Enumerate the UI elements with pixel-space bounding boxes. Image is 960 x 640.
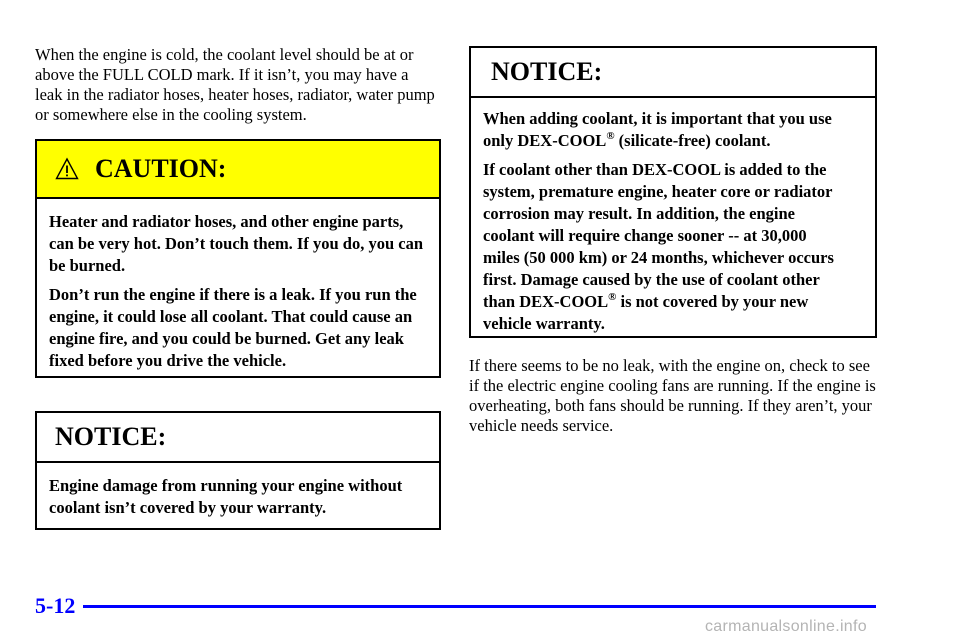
- registered-mark: ®: [606, 130, 615, 142]
- registered-mark: ®: [608, 291, 617, 303]
- warning-triangle-icon: [55, 157, 79, 181]
- notice-box-left: [35, 411, 441, 530]
- caution-paragraph-1: Heater and radiator hoses, and other engine parts, can be very hot. Don’t touch them. If you do, you can be burned.: [49, 212, 424, 275]
- watermark: carmanualsonline.info: [705, 618, 867, 635]
- caution-box: [35, 139, 441, 378]
- notice-right-body: [471, 98, 875, 335]
- notice-right-header: [471, 48, 875, 98]
- caution-body: [37, 199, 439, 372]
- notice-right-paragraph-1: When adding coolant, it is important that you use only DEX-COOL® (silicate-free) coolant.: [483, 109, 832, 150]
- right-paragraph: If there seems to be no leak, with the engine on, check to see if the electric engine cooling fans are running. If the engine is overheating, both fans should be running. If they aren’t, your vehicle needs service.: [469, 356, 876, 435]
- notice-left-body: [37, 463, 439, 519]
- footer-rule: [83, 605, 876, 608]
- caution-title: CAUTION:: [95, 154, 227, 183]
- page-number: 5-12: [35, 593, 76, 618]
- notice-box-right: [469, 46, 877, 338]
- notice-left-header: [37, 413, 439, 463]
- notice-right-title: NOTICE:: [491, 57, 603, 86]
- caution-header: [37, 141, 439, 199]
- notice-right-paragraph-2: If coolant other than DEX-COOL is added to the system, premature engine, heater core or radiator corrosion may result. In addition, the engine coolant will require change sooner -- at 30,000 miles (50 000 km) or 24 months, whichever occurs first. Damage caused by the use of coolant other than DEX-COOL® is not covered by your new vehicle warranty.: [483, 160, 834, 333]
- intro-paragraph: When the engine is cold, the coolant level should be at or above the FULL COLD mark. If it isn’t, you may have a leak in the radiator hoses, heater hoses, radiator, water pump or somewhere else in the cooling system.: [35, 45, 435, 124]
- caution-paragraph-2: Don’t run the engine if there is a leak. If you run the engine, it could lose all coolant. That could cause an engine fire, and you could be burned. Get any leak fixed before you drive the vehicle.: [49, 285, 417, 370]
- notice-left-text: Engine damage from running your engine without coolant isn’t covered by your warranty.: [49, 476, 403, 517]
- notice-left-title: NOTICE:: [55, 422, 167, 451]
